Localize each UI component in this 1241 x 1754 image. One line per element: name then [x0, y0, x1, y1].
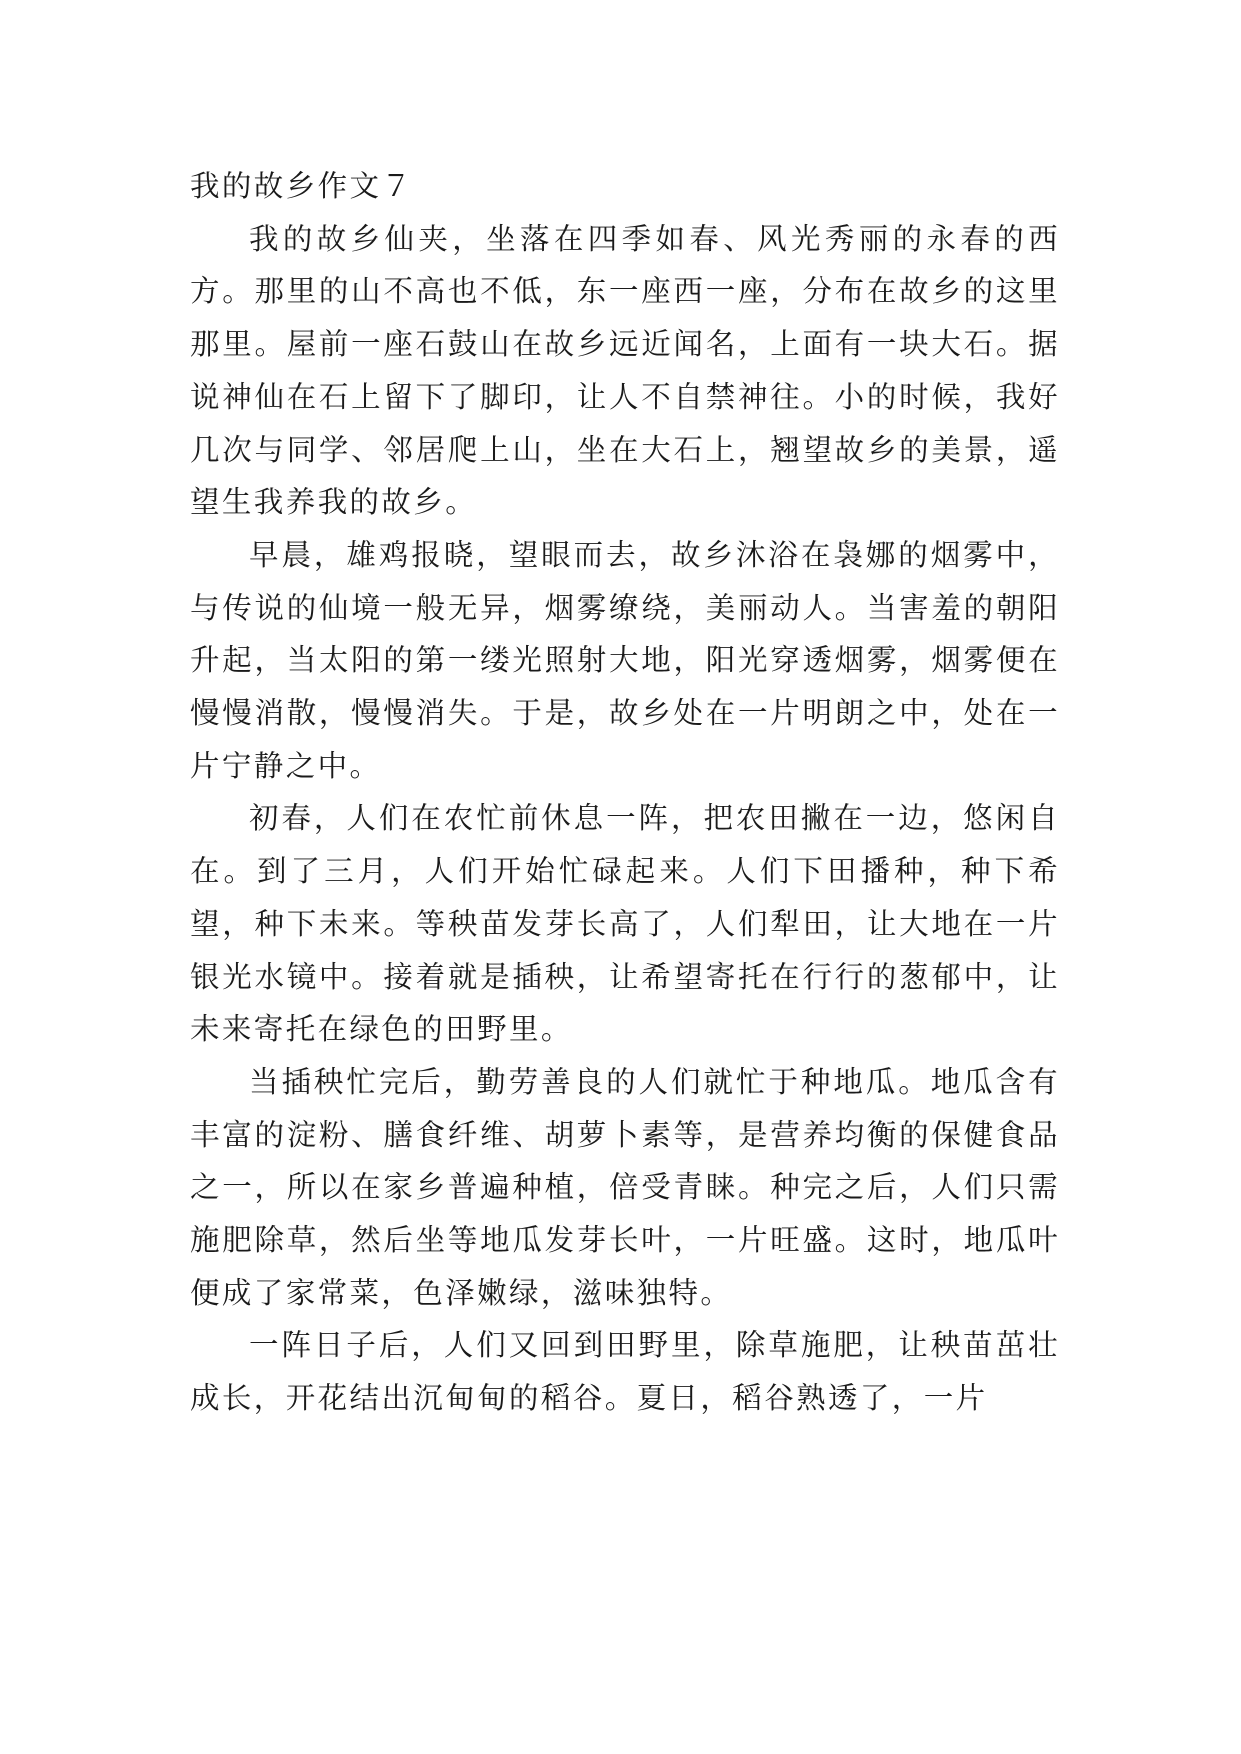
- paragraph-1: 我的故乡仙夹，坐落在四季如春、风光秀丽的永春的西方。那里的山不高也不低，东一座西一座，分布在故乡的这里那里。屋前一座石鼓山在故乡远近闻名，上面有一块大石。据说神仙在石上留下了脚印，让人不自禁神往。小的时候，我好几次与同学、邻居爬上山，坐在大石上，翘望故乡的美景，遥望生我养我的故乡。: [190, 221, 1060, 520]
- paragraph-2: 早晨，雄鸡报晓，望眼而去，故乡沐浴在袅娜的烟雾中，与传说的仙境一般无异，烟雾缭绕，美丽动人。当害羞的朝阳升起，当太阳的第一缕光照射大地，阳光穿透烟雾，烟雾便在慢慢消散，慢慢消失。于是，故乡处在一片明朗之中，处在一片宁静之中。: [190, 537, 1060, 783]
- paragraph-3: 初春，人们在农忙前休息一阵，把农田撇在一边，悠闲自在。到了三月，人们开始忙碌起来。人们下田播种，种下希望，种下未来。等秧苗发芽长高了，人们犁田，让大地在一片银光水镜中。接着就是插秧，让希望寄托在行行的葱郁中，让未来寄托在绿色的田野里。: [190, 801, 1060, 1047]
- paragraph-4: 当插秧忙完后，勤劳善良的人们就忙于种地瓜。地瓜含有丰富的淀粉、膳食纤维、胡萝卜素等，是营养均衡的保健食品之一，所以在家乡普遍种植，倍受青睐。种完之后，人们只需施肥除草，然后坐等地瓜发芽长叶，一片旺盛。这时，地瓜叶便成了家常菜，色泽嫩绿，滋味独特。: [190, 1064, 1060, 1310]
- paragraph-5: 一阵日子后，人们又回到田野里，除草施肥，让秧苗茁壮成长，开花结出沉甸甸的稻谷。夏日，稻谷熟透了，一片: [190, 1328, 1060, 1416]
- essay-title: 我的故乡作文７: [190, 169, 414, 203]
- document-body: [190, 160, 1060, 1425]
